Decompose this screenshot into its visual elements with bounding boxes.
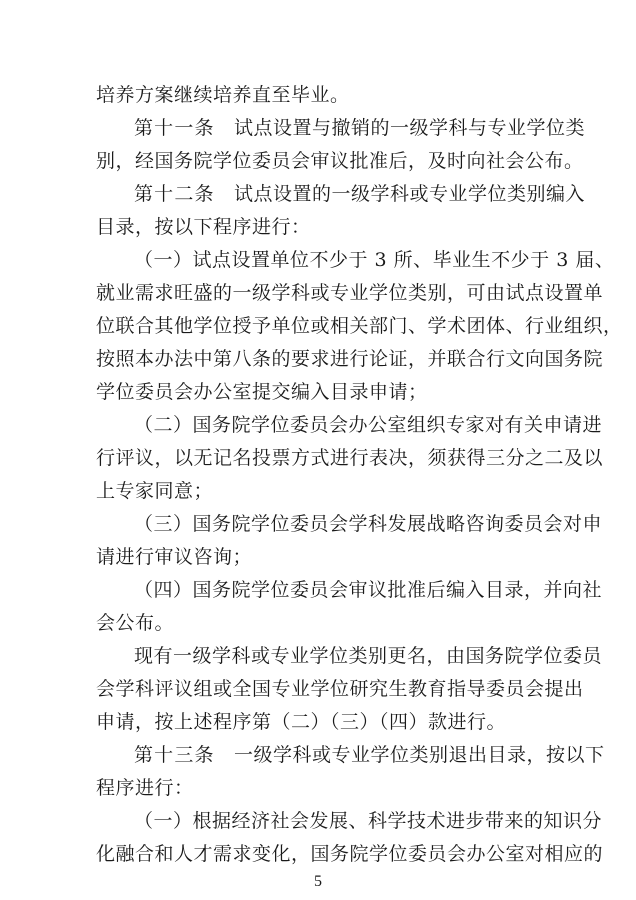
- article-11-label: 第十一条: [134, 117, 214, 139]
- text-line: 别，经国务院学位委员会审议批准后，及时向社会公布。: [96, 150, 584, 172]
- text-line: 程序进行：: [96, 777, 194, 799]
- article-11-first-line: [134, 117, 586, 140]
- article-13-first-line: [134, 744, 605, 767]
- text-line: 化融合和人才需求变化，国务院学位委员会办公室对相应的: [96, 843, 604, 865]
- text-line: （二）国务院学位委员会办公室组织专家对有关申请进: [134, 414, 603, 436]
- article-11-text: 试点设置与撤销的一级学科与专业学位类: [234, 117, 586, 139]
- text-line: 就业需求旺盛的一级学科或专业学位类别，可由试点设置单: [96, 282, 604, 304]
- article-13-text: 一级学科或专业学位类别退出目录，按以下: [234, 744, 605, 766]
- text-line: 位联合其他学位授予单位或相关部门、学术团体、行业组织，: [96, 315, 623, 337]
- text-line: （四）国务院学位委员会审议批准后编入目录，并向社: [134, 579, 603, 601]
- text-line: 现有一级学科或专业学位类别更名，由国务院学位委员: [134, 645, 603, 667]
- article-12-label: 第十二条: [134, 183, 214, 205]
- text-line: 目录，按以下程序进行：: [96, 216, 311, 238]
- article-13-label: 第十三条: [134, 744, 214, 766]
- text-line: 学位委员会办公室提交编入目录申请；: [96, 381, 428, 403]
- text-line: 上专家同意；: [96, 480, 214, 502]
- page-number: 5: [314, 873, 322, 890]
- text-line: （一）根据经济社会发展、科学技术进步带来的知识分: [134, 810, 603, 832]
- text-line: 行评议，以无记名投票方式进行表决，须获得三分之二及以: [96, 447, 604, 469]
- text-line: 培养方案继续培养直至毕业。: [96, 84, 350, 106]
- text-line: 会公布。: [96, 612, 175, 634]
- text-line: （一）试点设置单位不少于 3 所、毕业生不少于 3 届、: [134, 249, 615, 271]
- article-12-first-line: [134, 183, 586, 206]
- text-line: 按照本办法中第八条的要求进行论证，并联合行文向国务院: [96, 348, 604, 370]
- article-12-text: 试点设置的一级学科或专业学位类别编入: [234, 183, 586, 205]
- text-line: 会学科评议组或全国专业学位研究生教育指导委员会提出: [96, 678, 584, 700]
- text-line: 请进行审议咨询；: [96, 546, 253, 568]
- text-line: 申请，按上述程序第（二）（三）（四）款进行。: [96, 711, 507, 733]
- text-line: （三）国务院学位委员会学科发展战略咨询委员会对申: [134, 513, 603, 535]
